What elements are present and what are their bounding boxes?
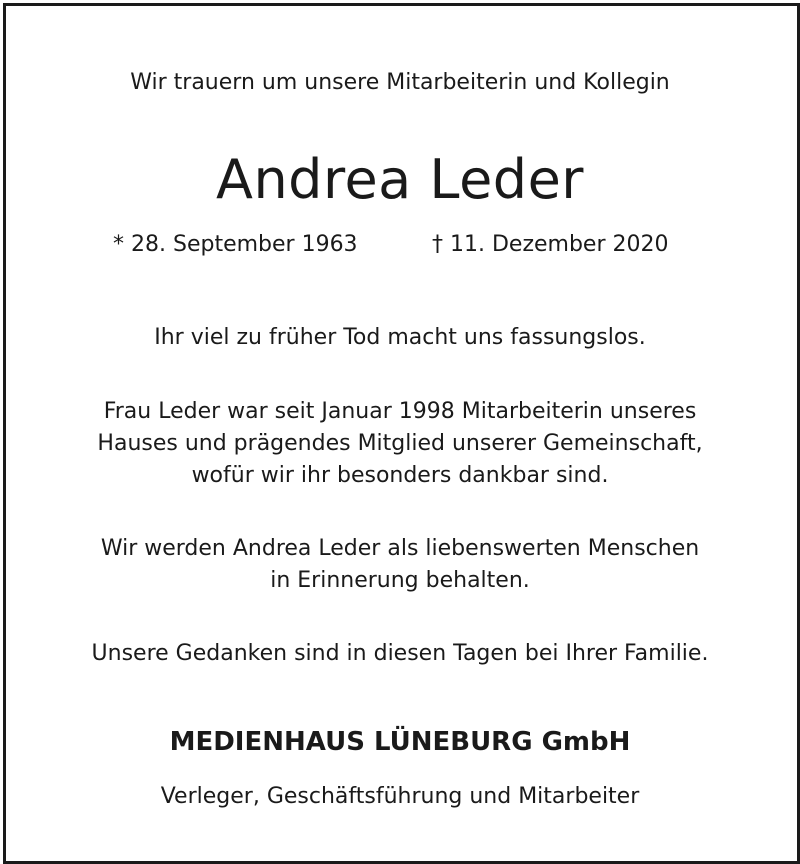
death-date: † 11. Dezember 2020 [432,232,669,257]
paragraph-2-line-1: Frau Leder war seit Januar 1998 Mitarbeiterin unseres [103,399,697,424]
paragraph-4: Unsere Gedanken sind in diesen Tagen bei Ihrer Familie. [91,641,709,666]
birth-date: * 28. September 1963 [113,232,358,257]
paragraph-1: Ihr viel zu früher Tod macht uns fassungslos. [154,325,646,350]
paragraph-2-line-3: wofür wir ihr besonders dankbar sind. [191,463,609,488]
deceased-name: Andrea Leder [216,148,584,211]
paragraph-2-line-2: Hauses und prägendes Mitglied unserer Gemeinschaft, [97,431,703,456]
paragraph-3-line-1: Wir werden Andrea Leder als liebenswerten Menschen [100,536,700,561]
intro-text: Wir trauern um unsere Mitarbeiterin und Kollegin [130,70,670,95]
paragraph-3-line-2: in Erinnerung behalten. [270,568,530,593]
signature-line: Verleger, Geschäftsführung und Mitarbeiter [160,784,640,809]
company-name: MEDIENHAUS LÜNEBURG GmbH [169,727,631,757]
